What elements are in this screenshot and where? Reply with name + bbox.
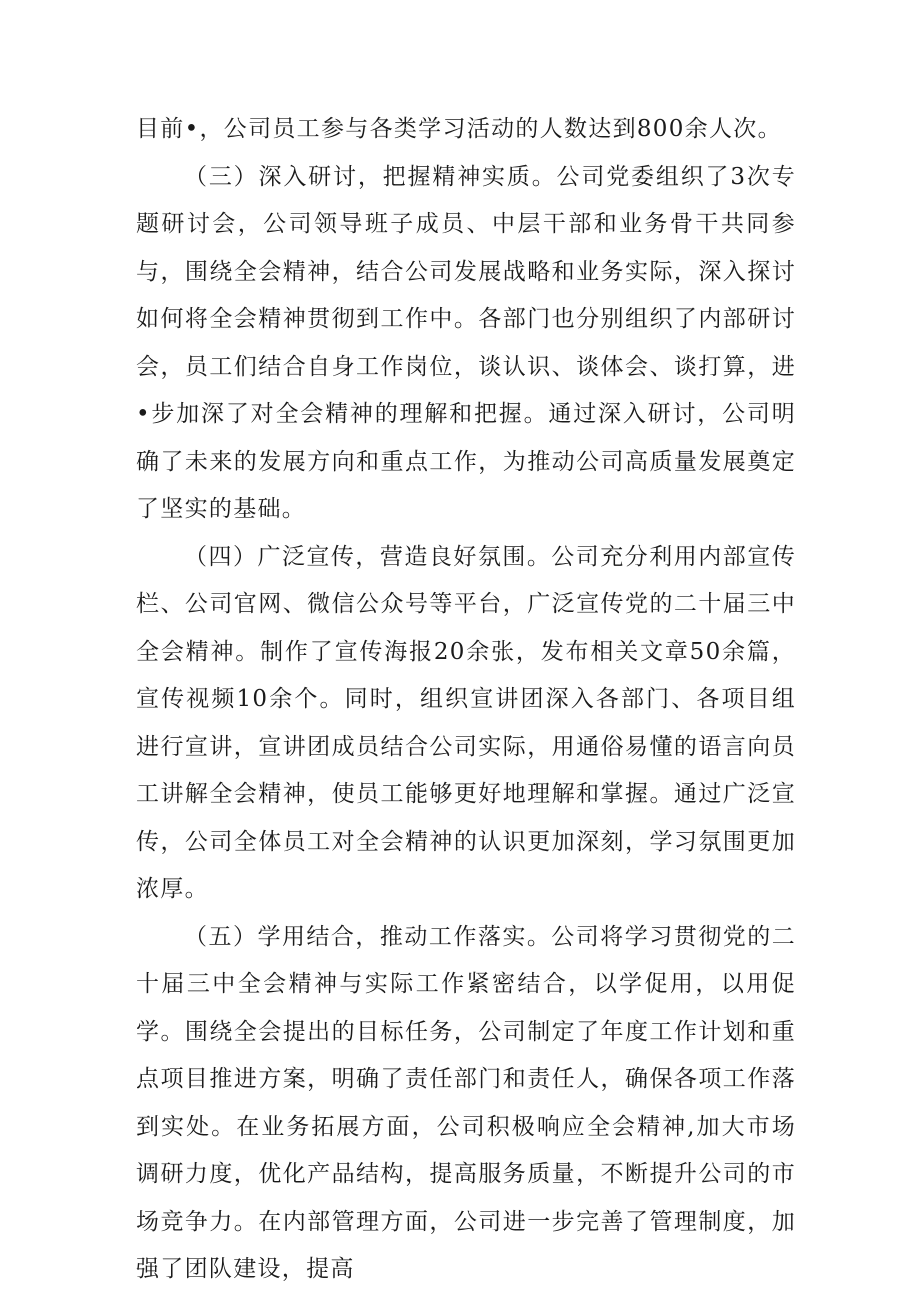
paragraph-section-three: （三）深入研讨，把握精神实质。公司党委组织了3次专题研讨会，公司领导班子成员、中层干部和业务骨干共同参与，围绕全会精神，结合公司发展战略和业务实际，深入探讨如何将全会精神贯彻到工作中。各部门也分别组织了内部研讨会，员工们结合自身工作岗位，谈认识、谈体会、谈打算，进•步加深了对全会精神的理解和把握。通过深入研讨，公司明确了未来的发展方向和重点工作，为推动公司高质量发展奠定了坚实的基础。 bbox=[136, 163, 796, 522]
paragraph-continuation: 目前•，公司员工参与各类学习活动的人数达到800余人次。 bbox=[136, 116, 782, 142]
paragraph-section-five: （五）学用结合，推动工作落实。公司将学习贯彻党的二十届三中全会精神与实际工作紧密结合，以学促用，以用促学。围绕全会提出的目标任务，公司制定了年度工作计划和重点项目推进方案，明确了责任部门和责任人，确保各项工作落到实处。在业务拓展方面，公司积极响应全会精神,加大市场调研力度，优化产品结构，提高服务质量，不断提升公司的市场竞争力。在内部管理方面，公司进一步完善了管理制度，加强了团队建设，提高 bbox=[136, 923, 796, 1282]
paragraph-section-four: （四）广泛宣传，营造良好氛围。公司充分利用内部宣传栏、公司官网、微信公众号等平台，广泛宣传党的二十届三中全会精神。制作了宣传海报20余张，发布相关文章50余篇，宣传视频10余个。同时，组织宣讲团深入各部门、各项目组进行宣讲，宣讲团成员结合公司实际，用通俗易懂的语言向员工讲解全会精神，使员工能够更好地理解和掌握。通过广泛宣传，公司全体员工对全会精神的认识更加深刻，学习氛围更加浓厚。 bbox=[136, 543, 796, 902]
